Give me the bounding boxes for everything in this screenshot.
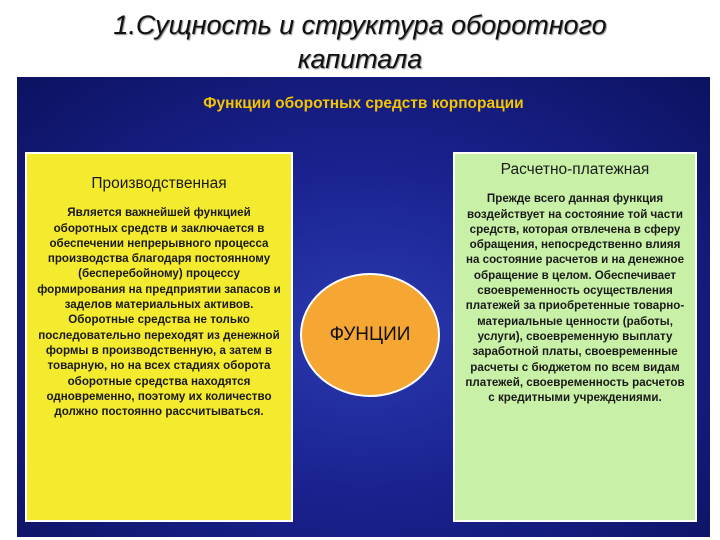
settlement-payment-function-title: Расчетно-платежная bbox=[500, 161, 650, 178]
settlement-payment-function-text: Прежде всего данная функция воздействует на состояние той части средств, которая отвлечена в сферу обращения, непосредственно влияя на состояние расчетов и на денежное обращение в целом. Обеспечивает своевременность осуществления платежей за приобретенные товарно-материальные ценности (работы, услуги), своевременную выплату заработной платы, своевременные расчеты с бюджетом по всем видам платежей, своевременность расчетов с кредитными учреждениями. bbox=[465, 192, 685, 405]
settlement-payment-function-box bbox=[453, 152, 697, 522]
slide-title-line-1: 1.Сущность и структура оборотного bbox=[113, 10, 607, 40]
panel-heading: Функции оборотных средств корпорации bbox=[203, 95, 524, 112]
functions-panel bbox=[17, 77, 710, 537]
production-function-box bbox=[25, 152, 293, 522]
production-function-title: Производственная bbox=[91, 175, 227, 192]
slide-title-line-2: капитала bbox=[297, 44, 423, 74]
slide-title bbox=[0, 8, 720, 76]
functions-circle bbox=[300, 273, 440, 397]
functions-circle-label: ФУНЦИИ bbox=[329, 324, 411, 345]
production-function-text: Является важнейшей функцией оборотных средств и заключается в обеспечении непрерывного процесса производства благодаря постоянному (бесперебойному) процессу формирования на предприятии запасов и заделов материальных активов. Оборотные средства не только последовательно переходят из денежной формы в производственную, а затем в товарную, но на всех стадиях оборота оборотные средства находятся одновременно, поэтому их количество должно постоянно рассчитываться. bbox=[37, 206, 281, 419]
